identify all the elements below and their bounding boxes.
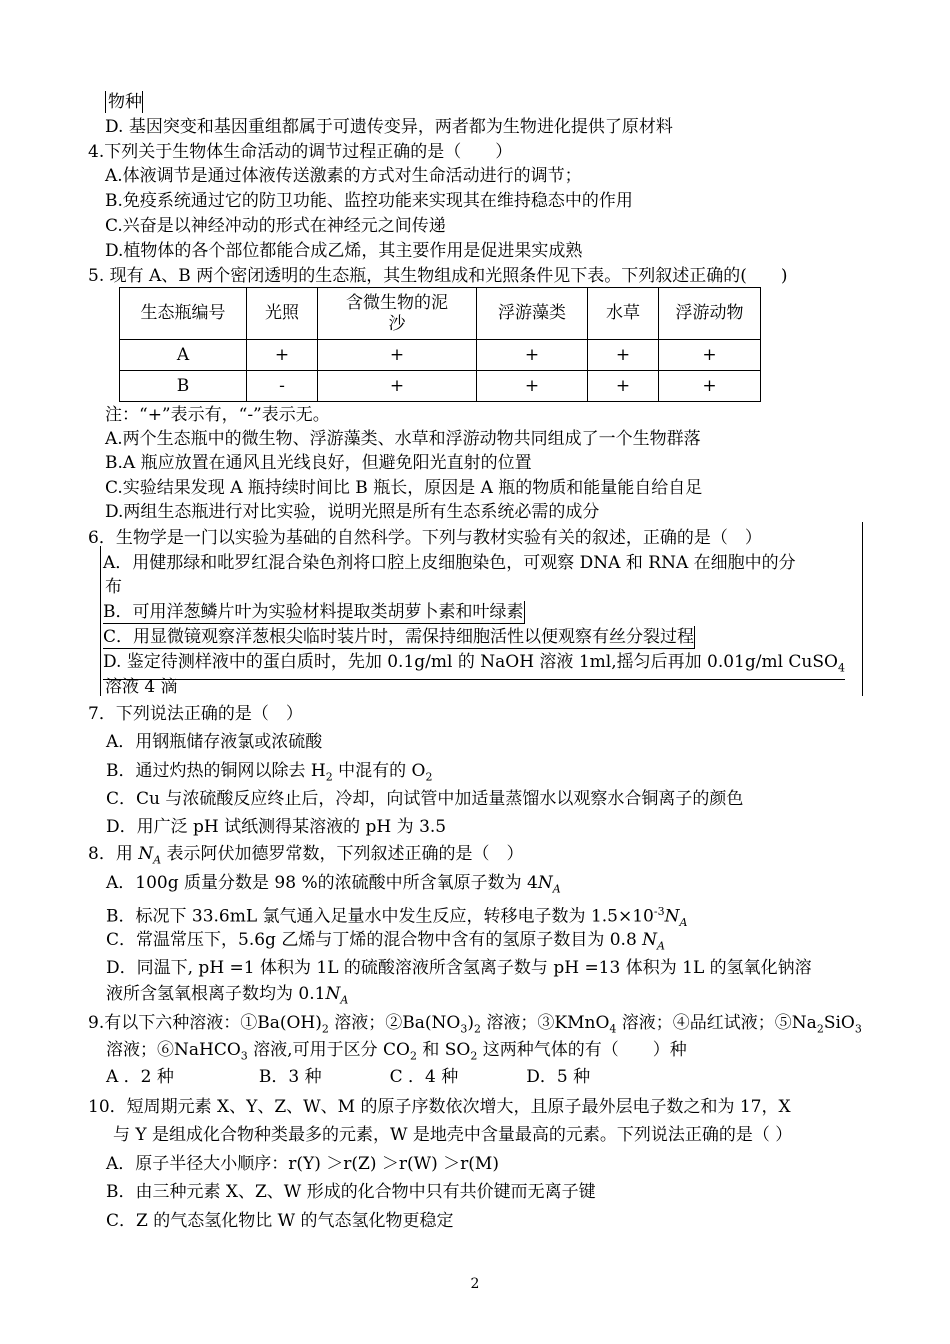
option-a <box>106 872 561 900</box>
question-9 <box>88 1012 862 1040</box>
table-cell: + <box>318 340 477 371</box>
table-cell: + <box>477 371 588 402</box>
line-text: ) <box>467 1013 474 1033</box>
table-cell: + <box>659 371 761 402</box>
option-a <box>105 428 701 450</box>
line-text: C.兴奋是以神经冲动的形式在神经元之间传递 <box>105 216 446 236</box>
question-9-cont <box>106 1039 687 1067</box>
option-d-cont <box>106 983 348 1011</box>
border-line <box>100 546 101 696</box>
question-9-options <box>106 1066 590 1088</box>
option-b <box>105 190 633 212</box>
line-text: 溶液；②Ba(NO <box>328 1013 461 1033</box>
option-b <box>105 452 532 474</box>
symbol: N <box>664 906 680 927</box>
superscript: -3 <box>653 905 665 918</box>
line-text: A．100g 质量分数是 98 %的浓硫酸中所含氧原子数为 4 <box>106 873 538 893</box>
subscript: 2 <box>816 1022 824 1036</box>
option-c <box>103 626 695 649</box>
subscript: 2 <box>425 770 433 784</box>
line-text: B．可用洋葱鳞片叶为实验材料提取类胡萝卜素和叶绿素 <box>103 602 524 622</box>
option-d-cont <box>105 676 178 698</box>
subscript: 4 <box>609 1022 617 1036</box>
line-text: B.免疫系统通过它的防卫功能、监控功能来实现其在维持稳态中的作用 <box>105 191 633 211</box>
line-text: 表示阿伏加德罗常数，下列叙述正确的是（ ） <box>161 844 524 864</box>
line-text: D. 鉴定待测样液中的蛋白质时，先加 0.1g/ml 的 NaOH 溶液 1ml,摇匀后再加 0.01g/ml CuSO <box>103 652 838 672</box>
table-header-cell: 浮游藻类 <box>477 288 588 340</box>
table-cell: + <box>247 340 318 371</box>
table-header-cell <box>318 288 477 340</box>
line-text: A．用钢瓶储存液氯或浓硫酸 <box>106 732 323 752</box>
option-d <box>106 816 446 838</box>
line-text: 与 Y 是组成化合物种类最多的元素，W 是地壳中含量最高的元素。下列说法正确的是（ ） <box>113 1125 793 1145</box>
subscript: A <box>679 916 688 930</box>
table-row <box>120 371 761 402</box>
subscript: A <box>153 853 162 867</box>
line-text: 7．下列说法正确的是（ ） <box>88 704 303 724</box>
line-text: 溶液；④品红试液；⑤Na <box>616 1013 817 1033</box>
table-header-cell: 浮游动物 <box>659 288 761 340</box>
option-b <box>106 1181 596 1203</box>
option-a <box>103 552 796 574</box>
question-5 <box>88 265 787 287</box>
line-text: 5. 现有 A、B 两个密闭透明的生态瓶，其生物组成和光照条件见下表。下列叙述正确的( ) <box>88 266 788 286</box>
option-a-cont <box>105 576 122 598</box>
line-text: B．由三种元素 X、Z、W 形成的化合物中只有共价键而无离子键 <box>106 1182 596 1202</box>
line-text: 物种 <box>108 92 142 112</box>
line-text: D.植物体的各个部位都能合成乙烯，其主要作用是促进果实成熟 <box>105 241 583 261</box>
subscript: 3 <box>854 1022 862 1036</box>
symbol: N <box>642 930 658 950</box>
line-text: A.两个生态瓶中的微生物、浮游藻类、水草和浮游动物共同组成了一个生物群落 <box>105 429 701 449</box>
line-text: 10．短周期元素 X、Y、Z、W、M 的原子序数依次增大，且原子最外层电子数之和为 17，X <box>88 1097 791 1117</box>
table-header-cell: 生态瓶编号 <box>120 288 247 340</box>
table-cell: + <box>659 340 761 371</box>
line-text: C．常温常压下，5.6g 乙烯与丁烯的混合物中含有的氢原子数目为 0.8 <box>106 930 643 950</box>
page-number: 2 <box>470 1276 480 1292</box>
option-a <box>105 165 582 187</box>
table-cell: + <box>588 340 659 371</box>
subscript: 2 <box>321 1022 329 1036</box>
line-text: 4.下列关于生物体生命活动的调节过程正确的是（ ） <box>88 142 513 162</box>
line-text: A.体液调节是通过体液传送激素的方式对生命活动进行的调节； <box>105 166 582 186</box>
question-4 <box>88 141 512 163</box>
option-d <box>106 957 812 979</box>
subscript: A <box>657 939 665 953</box>
line-text: D.两组生态瓶进行对比实验，说明光照是所有生态系统必需的成分 <box>105 502 600 522</box>
subscript: A <box>552 882 561 896</box>
table-header-cell: 光照 <box>247 288 318 340</box>
line-text: D. 基因突变和基因重组都属于可遗传变异，两者都为生物进化提供了原材料 <box>105 117 673 137</box>
option-d <box>105 240 582 262</box>
border-line <box>862 522 863 696</box>
line-text: C．用显微镜观察洋葱根尖临时装片时，需保持细胞活性以便观察有丝分裂过程 <box>103 627 695 647</box>
option-a <box>106 1153 499 1175</box>
table-row <box>120 340 761 371</box>
line-text: C．Cu 与浓硫酸反应终止后，冷却，向试管中加适量蒸馏水以观察水合铜离子的颜色 <box>106 789 744 809</box>
table-note <box>105 404 330 426</box>
table-cell: - <box>247 371 318 402</box>
line-text: C．Z 的气态氢化物比 W 的气态氢化物更稳定 <box>106 1211 454 1231</box>
line-text: 注：“+”表示有，“-”表示无。 <box>105 405 330 425</box>
line-text: B．通过灼热的铜网以除去 H <box>106 761 326 781</box>
subscript: 4 <box>837 661 845 675</box>
text-line <box>105 91 143 113</box>
table-cell: A <box>120 340 247 371</box>
option-d <box>105 116 673 138</box>
subscript: 2 <box>470 1049 478 1063</box>
line-text: 这两种气体的有（ ）种 <box>477 1040 687 1060</box>
question-10 <box>88 1096 791 1118</box>
line-text: 溶液；③KMnO <box>481 1013 610 1033</box>
subscript: 3 <box>460 1022 468 1036</box>
question-7 <box>88 703 303 725</box>
option-a <box>106 731 322 753</box>
line-text: 9.有以下六种溶液：①Ba(OH) <box>88 1013 322 1033</box>
ecosystem-table <box>119 287 761 402</box>
symbol: N <box>325 984 341 1004</box>
option-c <box>106 1210 454 1232</box>
symbol: N <box>138 844 154 864</box>
line-text: 布 <box>105 577 122 597</box>
line-text: B．标况下 33.6mL 氯气通入足量水中发生反应，转移电子数为 1.5×10 <box>106 906 654 927</box>
line-text: D．同温下, pH =1 体积为 1L 的硫酸溶液所含氢离子数与 pH =13 体积为 1L 的氢氧化钠溶 <box>106 958 812 978</box>
option-c <box>106 929 665 957</box>
header-text: 沙 <box>388 313 406 334</box>
line-text: 溶液,可用于区分 CO <box>247 1040 410 1060</box>
line-text: B.A 瓶应放置在通风且光线良好，但避免阳光直射的位置 <box>105 453 532 473</box>
option-c <box>105 477 702 499</box>
line-text: D．用广泛 pH 试纸测得某溶液的 pH 为 3.5 <box>106 817 447 837</box>
option-b <box>103 601 525 624</box>
subscript: A <box>340 993 349 1007</box>
symbol: N <box>537 873 553 893</box>
option-b <box>106 760 432 788</box>
line-text: 液所含氢氧根离子数均为 0.1 <box>106 984 326 1004</box>
subscript: 3 <box>240 1049 248 1063</box>
table-cell: + <box>477 340 588 371</box>
option-c <box>105 215 446 237</box>
table-header-cell: 水草 <box>588 288 659 340</box>
question-6 <box>88 527 762 549</box>
line-text: A ．2 种 B．3 种 C ．4 种 D．5 种 <box>106 1067 591 1087</box>
line-text: 溶液；⑥NaHCO <box>106 1040 241 1060</box>
line-text: 溶液 4 滴 <box>105 677 178 697</box>
line-text: 8．用 <box>88 844 139 864</box>
table-header-row <box>120 288 761 340</box>
line-text: SiO <box>823 1013 855 1033</box>
option-d <box>103 651 845 680</box>
header-text: 含微生物的泥 <box>346 292 448 313</box>
line-text: A．用健那绿和吡罗红混合染色剂将口腔上皮细胞染色，可观察 DNA 和 RNA 在细胞中的分 <box>103 553 796 573</box>
subscript: 2 <box>409 1049 417 1063</box>
table-cell: + <box>318 371 477 402</box>
line-text: 6．生物学是一门以实验为基础的自然科学。下列与教材实验有关的叙述，正确的是（ ） <box>88 528 762 548</box>
line-text: C.实验结果发现 A 瓶持续时间比 B 瓶长，原因是 A 瓶的物质和能量能自给自足 <box>105 478 703 498</box>
subscript: 2 <box>325 770 333 784</box>
question-10-cont <box>113 1124 792 1146</box>
table-cell: + <box>588 371 659 402</box>
question-8 <box>88 843 523 871</box>
option-c <box>106 788 743 810</box>
table-cell: B <box>120 371 247 402</box>
option-d <box>105 501 599 523</box>
line-text: 中混有的 O <box>332 761 426 781</box>
line-text: 和 SO <box>416 1040 471 1060</box>
subscript: 2 <box>474 1022 481 1036</box>
line-text: A．原子半径大小顺序：r(Y) ＞r(Z) ＞r(W) ＞r(M) <box>106 1154 499 1174</box>
